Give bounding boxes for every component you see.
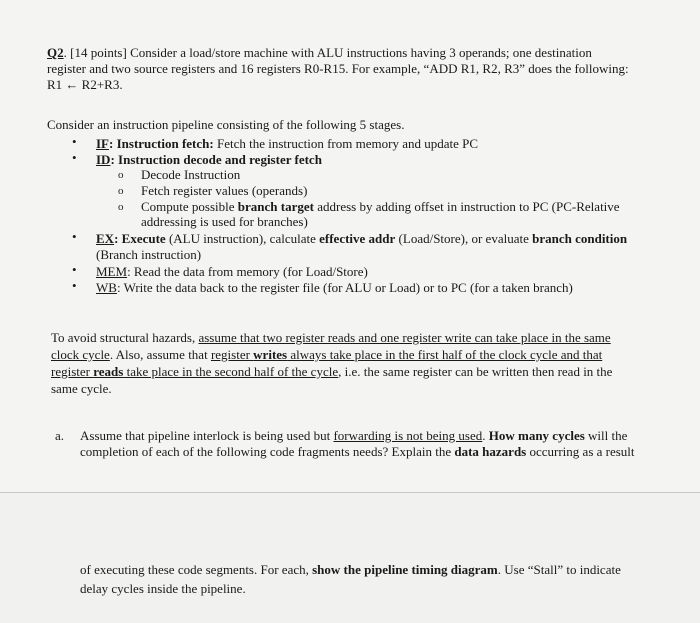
stage-id-sub-3-cont: addressing is used for branches)	[141, 214, 308, 229]
stage-ex-cont: (Branch instruction)	[96, 247, 202, 262]
page-divider	[0, 492, 700, 493]
stage-id-sub-2: Fetch register values (operands)	[141, 183, 308, 198]
part-a-label: a.	[55, 428, 65, 443]
question-label: Q2	[47, 45, 64, 60]
question-line-1: Q2. [14 points] Consider a load/store machine with ALU instructions having 3 operands; one destination	[47, 45, 592, 60]
bullet-icon: •	[72, 278, 77, 293]
pipeline-intro: Consider an instruction pipeline consisting of the following 5 stages.	[47, 117, 405, 132]
part-a-line-1: Assume that pipeline interlock is being used but forwarding is not being used. How many cycles will the	[80, 428, 628, 443]
hazards-line-4: same cycle.	[51, 381, 112, 396]
question-line-3: R1 ← R2+R3.	[47, 77, 123, 92]
bullet-icon: •	[72, 150, 77, 165]
hazards-line-2: clock cycle. Also, assume that register writes always take place in the first half of the clock cycle and that	[51, 347, 603, 362]
question-line-2: register and two source registers and 16 registers R0-R15. For example, “ADD R1, R2, R3” does the following:	[47, 61, 629, 76]
stage-wb: WB: Write the data back to the register file (for ALU or Load) or to PC (for a taken branch)	[96, 280, 573, 295]
stage-mem: MEM: Read the data from memory (for Load/Store)	[96, 264, 368, 279]
sub-bullet-icon: o	[118, 185, 124, 197]
part-a-line-2: completion of each of the following code fragments needs? Explain the data hazards occurring as a result	[80, 444, 635, 459]
sub-bullet-icon: o	[118, 169, 124, 181]
stage-id-sub-1: Decode Instruction	[141, 167, 241, 182]
sub-bullet-icon: o	[118, 201, 124, 213]
bullet-icon: •	[72, 262, 77, 277]
stage-ex: EX: Execute (ALU instruction), calculate effective addr (Load/Store), or evaluate branch condition	[96, 231, 628, 246]
page-break-band	[0, 493, 700, 623]
stage-id: ID: Instruction decode and register fetch	[96, 152, 322, 167]
hazards-line-3: register reads take place in the second half of the cycle, i.e. the same register can be written then read in the	[51, 364, 613, 379]
hazards-line-1: To avoid structural hazards, assume that two register reads and one register write can take place in the same	[51, 330, 611, 345]
stage-if: IF: Instruction fetch: Fetch the instruction from memory and update PC	[96, 136, 479, 151]
part-a-cont-line-1: of executing these code segments. For each, show the pipeline timing diagram. Use “Stall” to indicate	[80, 562, 621, 577]
part-a-cont-line-2: delay cycles inside the pipeline.	[80, 581, 246, 596]
bullet-icon: •	[72, 134, 77, 149]
bullet-icon: •	[72, 229, 77, 244]
stage-id-sub-3: Compute possible branch target address by adding offset in instruction to PC (PC-Relative	[141, 199, 620, 214]
